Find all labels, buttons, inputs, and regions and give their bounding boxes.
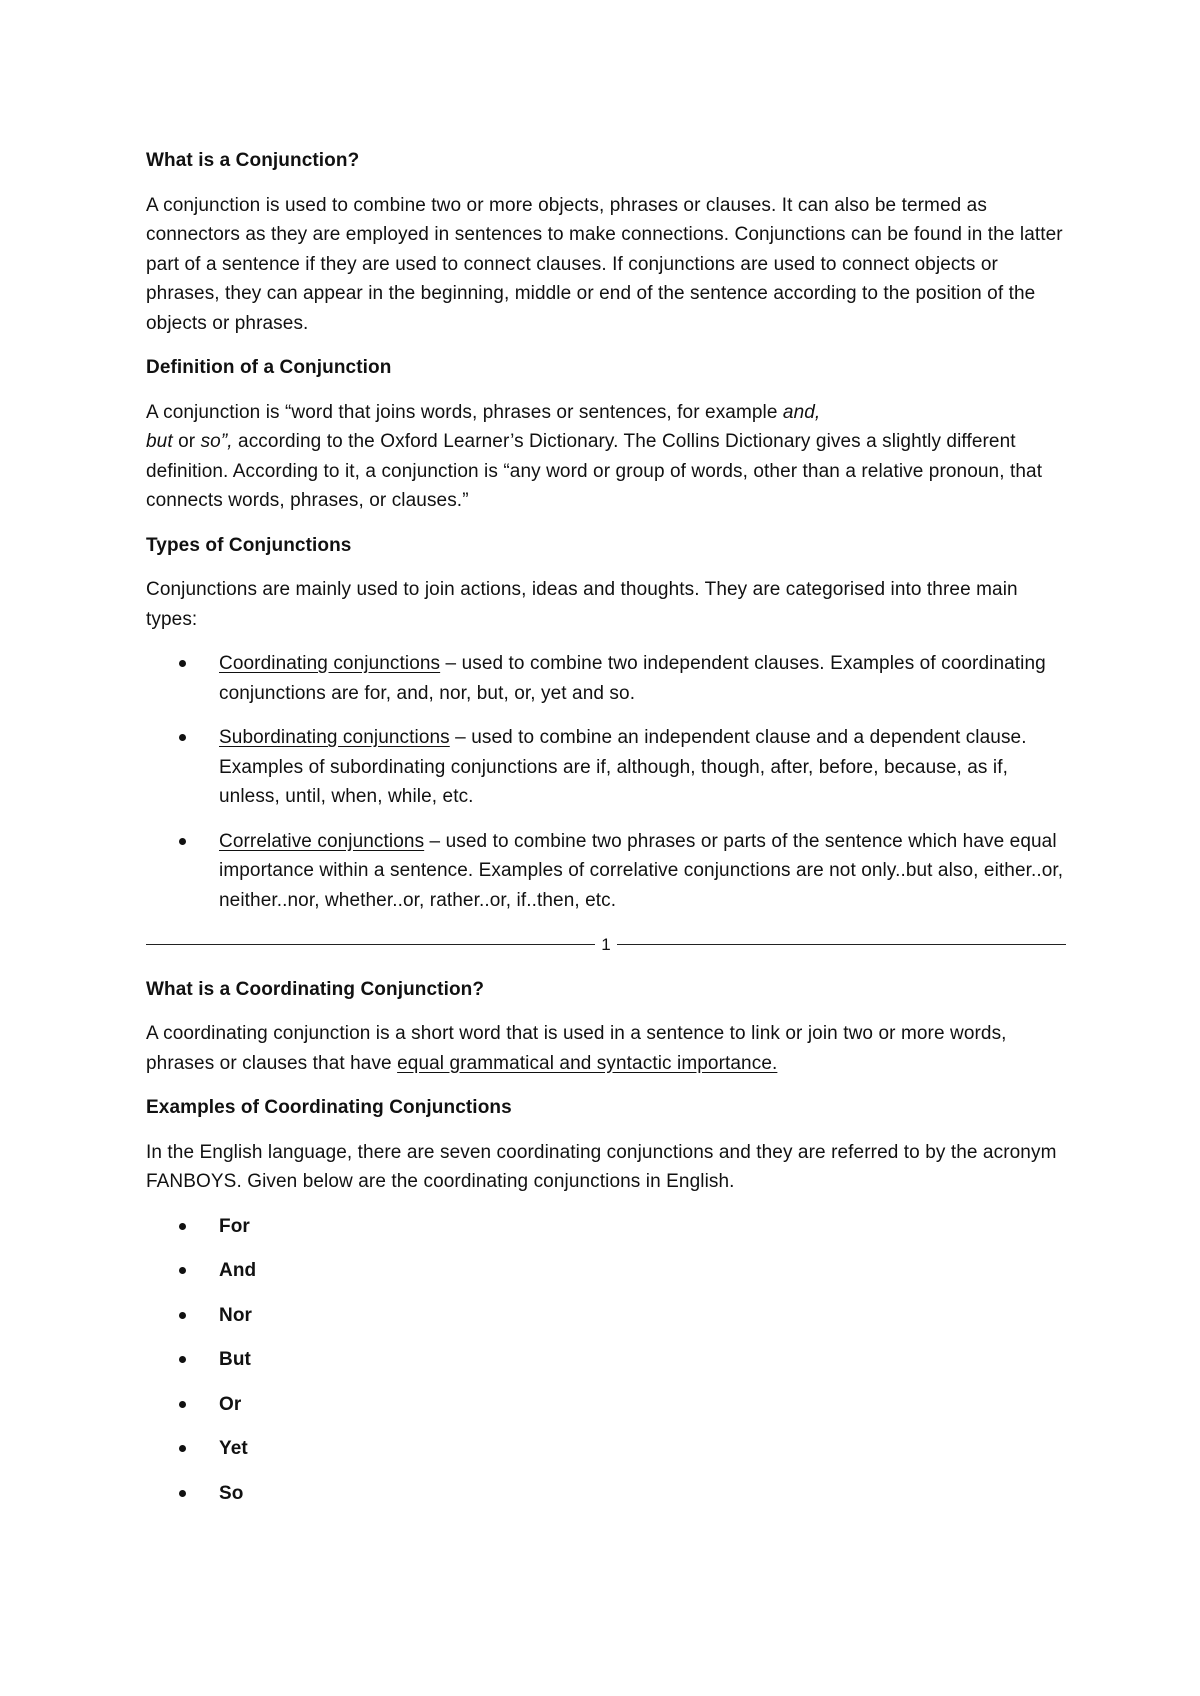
coordinating-definition-text: A coordinating conjunction is a short word that is used in a sentence to link or join two or more words, phrases or clauses that have xyxy=(146,1023,1007,1074)
bullet-icon xyxy=(179,1490,186,1497)
paragraph-coordinating-definition xyxy=(146,1019,1066,1078)
paragraph-types-intro: Conjunctions are mainly used to join actions, ideas and thoughts. They are categorised into three main types: xyxy=(146,579,1018,630)
bullet-icon xyxy=(179,660,186,667)
paragraph-definition xyxy=(146,398,1066,516)
list-item xyxy=(146,1434,1066,1464)
conjunction-nor: Nor xyxy=(219,1304,253,1326)
heading-definition: Definition of a Conjunction xyxy=(146,357,392,378)
type-desc-correlative: – used to combine two phrases or parts of the sentence which have equal importance within a sentence. Examples of correlative conjunctions are not only..but also, either..or, neither..nor, whether..or, rather..or, if..then, etc. xyxy=(219,830,1064,911)
list-item xyxy=(146,1256,1066,1286)
definition-word-and: and, xyxy=(782,401,821,423)
separator-line-left xyxy=(146,944,595,945)
type-desc-coordinating: – used to combine two independent clauses. Examples of coordinating conjunctions are for, and, nor, but, or, yet and so. xyxy=(219,653,1046,704)
page-separator xyxy=(146,930,1066,960)
list-item xyxy=(146,1301,1066,1331)
bullet-icon xyxy=(179,1267,186,1274)
heading-types: Types of Conjunctions xyxy=(146,534,352,556)
page-number: 1 xyxy=(601,934,611,954)
type-desc-subordinating: – used to combine an independent clause and a dependent clause. Examples of subordinating conjunctions are if, although, though, after, before, because, as if, unless, until, when, while, etc. xyxy=(219,727,1027,807)
list-item xyxy=(146,1479,1066,1509)
separator-line-right xyxy=(617,944,1066,945)
fanboys-list xyxy=(146,1212,1066,1509)
paragraph-fanboys: In the English language, there are seven coordinating conjunctions and they are referred to by the acronym FANBOYS. Given below are the coordinating conjunctions in English. xyxy=(146,1141,1057,1192)
conjunction-for: For xyxy=(219,1215,250,1237)
list-item xyxy=(146,1212,1066,1242)
list-item xyxy=(146,1345,1066,1375)
types-list xyxy=(146,649,1066,915)
definition-word-but: but xyxy=(146,431,173,452)
definition-text-start: A conjunction is “word that joins words, phrases or sentences, for example xyxy=(146,401,783,423)
list-item-subordinating xyxy=(146,723,1066,812)
heading-what-is-conjunction: What is a Conjunction? xyxy=(146,150,360,171)
paragraph-conjunction-intro: A conjunction is used to combine two or more objects, phrases or clauses. It can also be termed as connectors as they are employed in sentences to make connections. Conjunctions can be found in the latter part of a sentence if they are used to connect clauses. If conjunctions are used to connect objects or phrases, they can appear in the beginning, middle or end of the sentence according to the position of the objects or phrases. xyxy=(146,194,1063,334)
heading-what-is-coordinating: What is a Coordinating Conjunction? xyxy=(146,978,485,1000)
bullet-icon xyxy=(179,1223,186,1230)
conjunction-or: Or xyxy=(219,1393,242,1415)
bullet-icon xyxy=(179,838,186,845)
conjunction-and: And xyxy=(219,1260,257,1281)
definition-text-end: according to the Oxford Learner’s Dictionary. The Collins Dictionary gives a slightly different definition. According to it, a conjunction is “any word or group of words, other than a relative pronoun, that connects words, phrases, or clauses.” xyxy=(146,431,1043,511)
type-name-correlative[interactable]: Correlative conjunctions xyxy=(219,830,425,852)
bullet-icon xyxy=(179,1445,186,1452)
bullet-icon xyxy=(179,1312,186,1319)
bullet-icon xyxy=(179,734,186,741)
heading-examples: Examples of Coordinating Conjunctions xyxy=(146,1097,512,1118)
type-name-coordinating[interactable]: Coordinating conjunctions xyxy=(219,653,441,674)
list-item xyxy=(146,1390,1066,1420)
bullet-icon xyxy=(179,1401,186,1408)
definition-word-or: or xyxy=(172,431,201,452)
list-item-coordinating xyxy=(146,649,1066,708)
conjunction-so: So xyxy=(219,1482,244,1504)
type-name-subordinating[interactable]: Subordinating conjunctions xyxy=(219,727,450,748)
link-equal-importance[interactable]: equal grammatical and syntactic importance. xyxy=(397,1052,778,1074)
conjunction-yet: Yet xyxy=(219,1438,248,1459)
list-item-correlative xyxy=(146,827,1066,916)
bullet-icon xyxy=(179,1356,186,1363)
document-content xyxy=(146,146,1066,1523)
conjunction-but: But xyxy=(219,1349,251,1370)
definition-word-so: so”, xyxy=(200,431,233,452)
